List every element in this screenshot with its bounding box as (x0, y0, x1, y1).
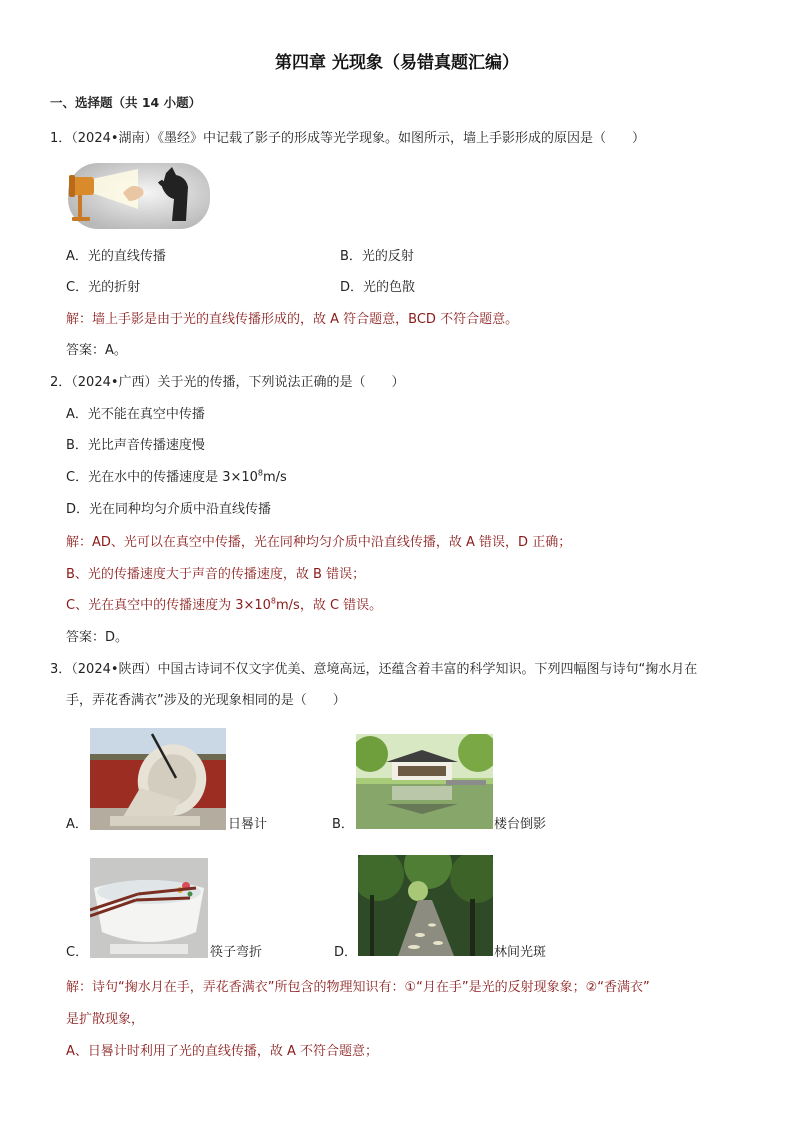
q2-solution-2: B、光的传播速度大于声音的传播速度，故 B 错误； (66, 567, 366, 582)
q3-option-c-label: 筷子弯折 (210, 945, 263, 960)
q2-option-d: D．光在同种均匀介质中沿直线传播 (66, 502, 272, 517)
q2-option-c-text: C．光在水中的传播速度是 3×10 (66, 470, 258, 485)
q1-option-c: C．光的折射 (66, 280, 141, 295)
q2-option-c-unit: m/s (263, 470, 287, 485)
sundial-illustration (90, 728, 226, 830)
q1-option-b: B．光的反射 (340, 249, 414, 264)
q2-option-b: B．光比声音传播速度慢 (66, 438, 205, 453)
q3-option-d-label: 林间光斑 (494, 945, 547, 960)
q2-solution-3-text: C、光在真空中的传播速度为 3×10 (66, 598, 271, 613)
q3-option-d-letter: D． (334, 945, 358, 960)
q3-option-b-letter: B． (332, 817, 354, 832)
q3-option-c-letter: C． (66, 945, 89, 960)
q1-option-a: A．光的直线传播 (66, 249, 166, 264)
q3-forest-light-image (358, 855, 493, 956)
section-heading: 一、选择题（共 14 小题） (50, 95, 202, 110)
q2-solution-1: 解：AD、光可以在真空中传播，光在同种均匀介质中沿直线传播，故 A 错误，D 正确； (66, 535, 572, 550)
q3-option-a-label: 日晷计 (228, 817, 268, 832)
q3-stem-line-2: 手，弄花香满衣”涉及的光现象相同的是（ ） (66, 693, 346, 708)
q3-stem-line-1: 3．（2024•陕西）中国古诗词不仅文字优美、意境高远，还蕴含着丰富的科学知识。下列四幅图与诗句“掬水月在 (50, 662, 698, 677)
q3-solution-3: A、日晷计时利用了光的直线传播，故 A 不符合题意； (66, 1044, 379, 1059)
q2-option-c-exponent: 8 (257, 468, 264, 478)
q2-option-c (66, 469, 287, 487)
q2-answer: 答案：D。 (66, 630, 129, 645)
q1-option-d: D．光的色散 (340, 280, 416, 295)
q3-chopsticks-image (90, 858, 208, 958)
q3-option-b-label: 楼台倒影 (494, 817, 547, 832)
q3-option-a-letter: A． (66, 817, 88, 832)
q1-answer: 答案：A。 (66, 343, 127, 358)
q1-hand-shadow-image (68, 163, 210, 229)
q2-stem: 2．（2024•广西）关于光的传播，下列说法正确的是（ ） (50, 375, 405, 390)
q3-pavilion-reflection-image (356, 734, 493, 829)
q2-solution-3 (66, 597, 382, 615)
q1-solution: 解：墙上手影是由于光的直线传播形成的，故 A 符合题意，BCD 不符合题意。 (66, 312, 519, 327)
chopsticks-bowl-illustration (90, 858, 208, 958)
q3-solution-1: 解：诗句“掬水月在手，弄花香满衣”所包含的物理知识有：①“月在手”是光的反射现象象；②“香满衣” (66, 980, 650, 995)
q1-stem: 1．（2024•湖南）《墨经》中记载了影子的形成等光学现象。如图所示，墙上手影形成的原因是（ ） (50, 131, 646, 146)
q3-solution-2: 是扩散现象， (66, 1012, 145, 1027)
q2-solution-3-tail: m/s，故 C 错误。 (276, 598, 383, 613)
page-title: 第四章 光现象（易错真题汇编） (275, 53, 519, 73)
q2-option-a: A．光不能在真空中传播 (66, 407, 205, 422)
hand-shadow-illustration (68, 163, 210, 229)
q3-sundial-image (90, 728, 226, 830)
pavilion-reflection-illustration (356, 734, 493, 829)
q2-solution-3-exponent: 8 (270, 596, 277, 606)
forest-light-spots-illustration (358, 855, 493, 956)
